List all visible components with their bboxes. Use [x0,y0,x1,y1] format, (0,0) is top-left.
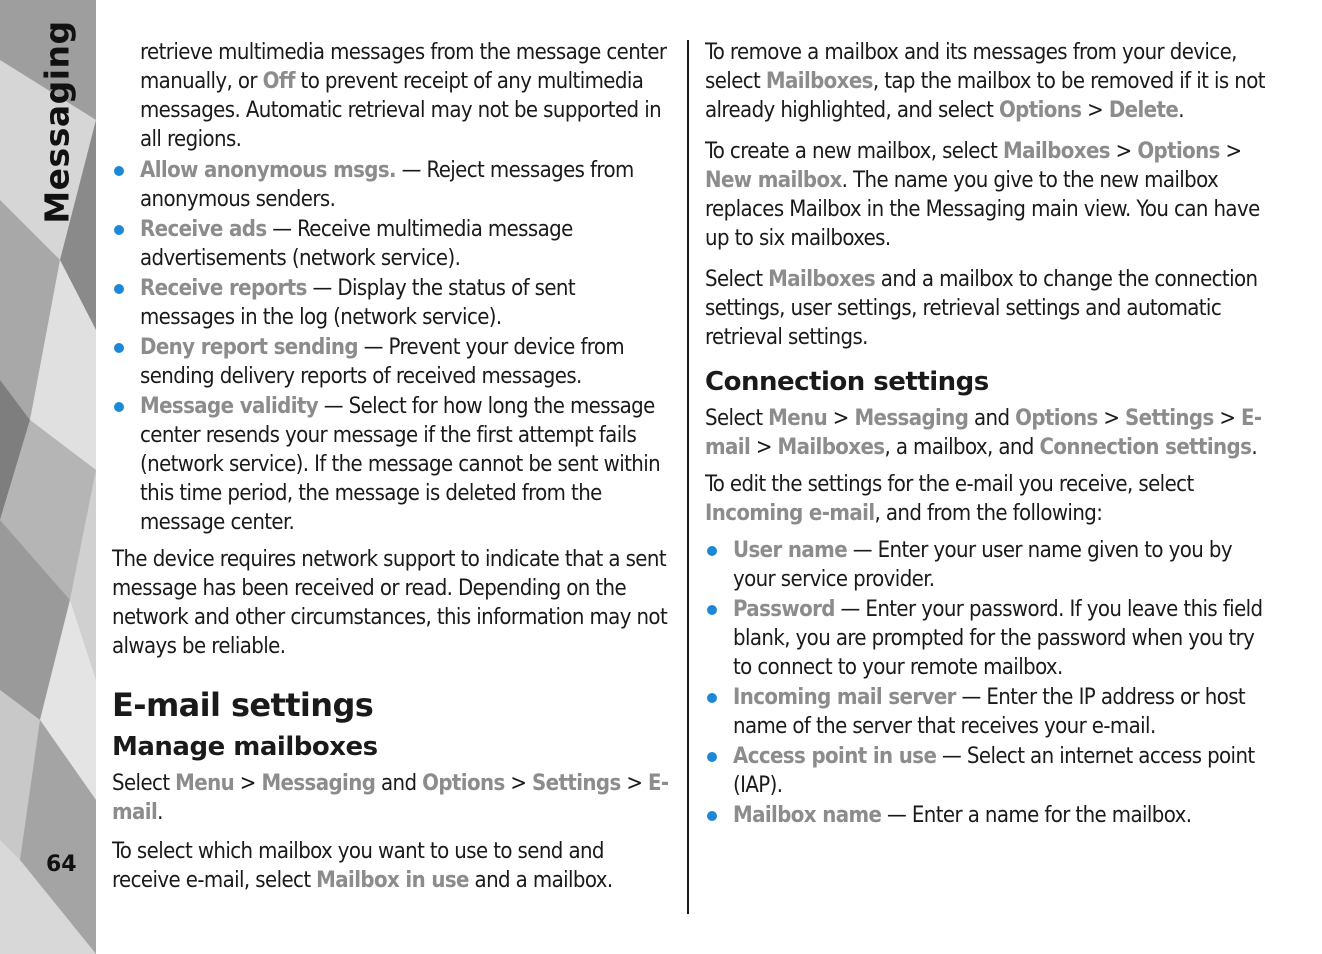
remove-mailbox-paragraph: To remove a mailbox and its messages from your device, select Mailboxes, tap the mailbox to be removed if it is not already highlighted, and select Options > Delete. [705,40,1265,123]
connection-options-list [705,536,1271,830]
right-column [705,38,1271,831]
menu-path-paragraph: Select Menu > Messaging and Options > Settings > E-mail. [112,771,669,825]
incoming-email-paragraph: To edit the settings for the e-mail you receive, select Incoming e-mail, and from the following: [705,472,1194,526]
mms-options-list [112,156,674,537]
list-item: Deny report sending — Prevent your device from sending delivery reports of received messages. [112,333,674,391]
list-item: Receive ads — Receive multimedia message advertisements (network service). [112,215,674,273]
list-item: Message validity — Select for how long the message center resends your message if the first attempt fails (network service). If the message cannot be sent within this time period, the message is deleted from the message center. [112,392,674,537]
bullet-icon [114,284,124,294]
column-divider [687,40,689,914]
change-settings-paragraph: Select Mailboxes and a mailbox to change the connection settings, user settings, retrieval settings and automatic retrieval settings. [705,267,1258,350]
left-column [112,38,674,903]
list-item: Allow anonymous msgs. — Reject messages from anonymous senders. [112,156,674,214]
bullet-icon [707,811,717,821]
bullet-icon [707,752,717,762]
list-item: Access point in use — Select an internet access point (IAP). [705,742,1271,800]
bullet-icon [114,225,124,235]
mailbox-in-use-paragraph: To select which mailbox you want to use to send and receive e-mail, select Mailbox in use and a mailbox. [112,839,613,893]
bullet-icon [707,605,717,615]
list-item: Password — Enter your password. If you leave this field blank, you are prompted for the password when you try to connect to your remote mailbox. [705,595,1271,682]
network-note-paragraph: The device requires network support to indicate that a sent message has been received or read. Depending on the network and other circumstances, this information may not always be reliable. [112,547,668,659]
bullet-icon [707,546,717,556]
list-item: Mailbox name — Enter a name for the mailbox. [705,801,1271,830]
create-mailbox-paragraph: To create a new mailbox, select Mailboxes > Options > New mailbox. The name you give to the new mailbox replaces Mailbox in the Messaging main view. You can have up to six mailboxes. [705,139,1260,251]
list-item: User name — Enter your user name given to you by your service provider. [705,536,1271,594]
mms-retrieval-paragraph: retrieve multimedia messages from the message center manually, or Off to prevent receipt of any multimedia messages. Automatic retrieval may not be supported in all regions. [140,40,667,152]
page-number: 64 [46,852,77,877]
bullet-icon [114,343,124,353]
connection-settings-heading: Connection settings [705,367,989,397]
section-title: Messaging [37,20,77,224]
manage-mailboxes-heading: Manage mailboxes [112,732,378,762]
keyword-off: Off [262,69,295,94]
list-item: Receive reports — Display the status of sent messages in the log (network service). [112,274,674,332]
sidebar [0,0,96,954]
bullet-icon [114,402,124,412]
list-item: Incoming mail server — Enter the IP address or host name of the server that receives your e-mail. [705,683,1271,741]
connection-path-paragraph: Select Menu > Messaging and Options > Settings > E-mail > Mailboxes, a mailbox, and Connection settings. [705,406,1262,460]
bullet-icon [114,166,124,176]
email-settings-heading: E-mail settings [112,686,374,724]
bullet-icon [707,693,717,703]
